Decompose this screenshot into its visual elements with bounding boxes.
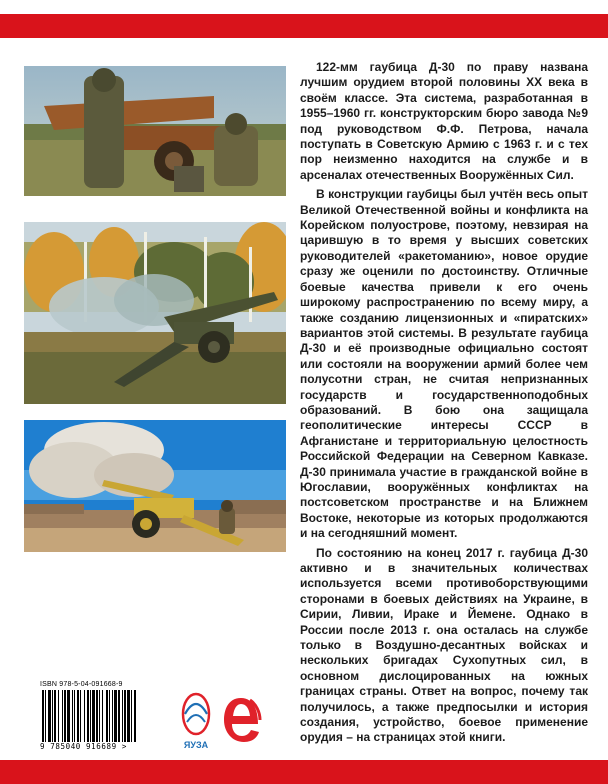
paragraph-3: По состоянию на конец 2017 г. гаубица Д-30 активно и в значительных количествах используется всеми противоборствующими сторонами в боевых действиях на Украине, в Сирии, Ливии, Ираке и Йемене. Однако в России после 2013 г. она осталась на службе только в Воздушно-десантных войсках и нескольких бригадах Сухопутных сил, в основном дислоцированных на южных границах страны. Ответ на вопрос, почему так получилось, а также предпосылки и история создания, устройство, боевое применение орудия – на страницах этой книги. [300, 545, 588, 745]
eksmo-logo [220, 694, 262, 746]
paragraph-2: В конструкции гаубицы был учтён весь опыт Великой Отечественной войны и конфликта на Корейском полуострове, поэтому, невзирая на царившую в то время у высших советских руководителей «ракетоманию», новое орудие сразу же оценили по достоинству. Отличные боевые качества привели к его очень широкому распространению по всему миру, а также созданию лицензионных и «пиратских» вариантов этой системы. В результате гаубица Д-30 и её производные официально состоят или состояли на вооружении армий более чем полусотни стран, не считая непризнанных государств и государственноподобных образований. В бою она защищала геополитические интересы СССР в Афганистане и территориальную целостность Российской Федерации на Северном Кавказе. Д-30 принимала участие в гражданской войне в Югославии, вооружённых конфликтах на постсоветском пространстве и на Ближнем Востоке, некоторые из которых продолжаются и на сегодняшний момент. [300, 187, 588, 541]
isbn-label: ISBN 978-5-04-091668-9 [40, 681, 123, 688]
paragraph-1: 122-мм гаубица Д-30 по праву названа лучшим орудием второй половины XX века в своём классе. Эта система, разработанная в 1955–1960 гг. конструкторским бюро завода №9 под руководством Ф.Ф. Петрова, начала поступать в Советскую Армию с 1963 г. и с тех пор неизменно находится на службе и в арсеналах отечественных Вооружённых Сил. [300, 60, 588, 182]
isbn-barcode-block [40, 680, 168, 760]
bottom-red-band [0, 760, 608, 784]
barcode-icon [42, 690, 166, 742]
howitzer-autumn-forest-photo [24, 222, 286, 404]
soldiers-firing-howitzer-photo [24, 66, 286, 196]
yauza-logo [176, 690, 216, 752]
description-text [300, 60, 588, 750]
howitzer-desert-firing-photo [24, 420, 286, 552]
barcode-digits: 9 785040 916689 > [40, 742, 127, 751]
yauza-logo-text: ЯУЗА [183, 740, 209, 750]
top-red-band [0, 14, 608, 38]
